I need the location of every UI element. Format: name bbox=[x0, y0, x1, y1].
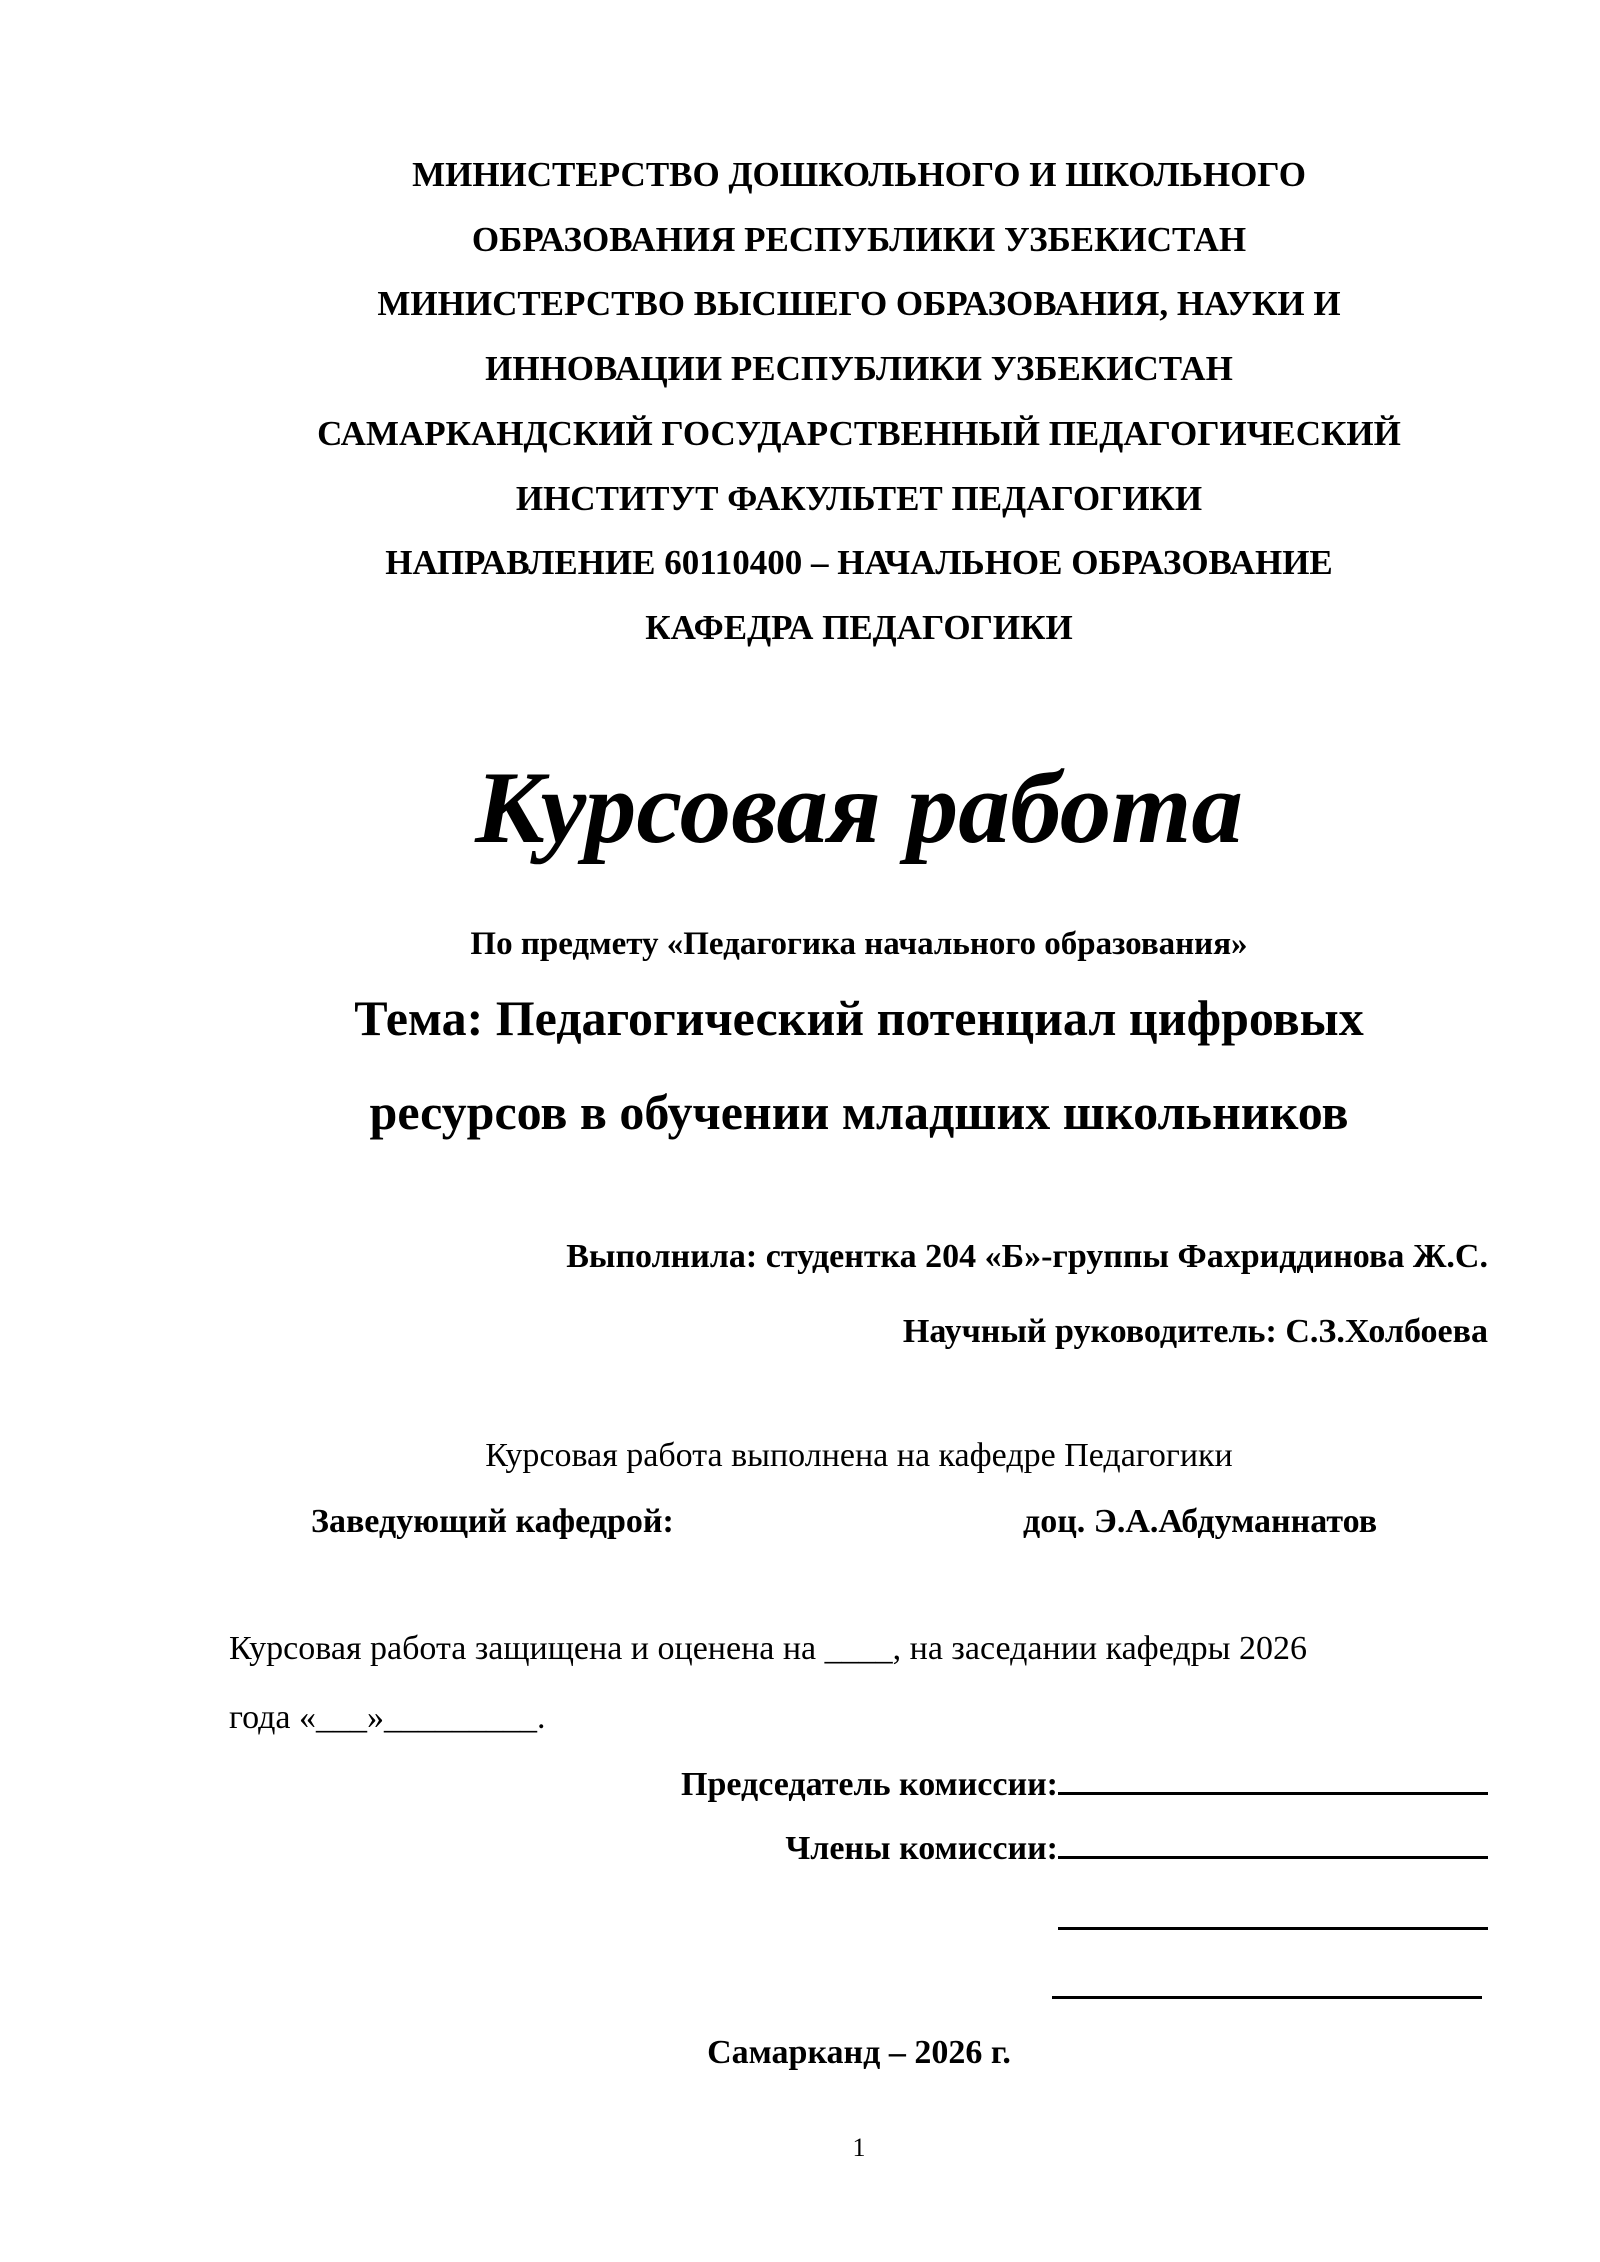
commission-chair bbox=[681, 1760, 1488, 1806]
header-line-8: КАФЕДРА ПЕДАГОГИКИ bbox=[645, 608, 1073, 647]
subject-line: По предмету «Педагогика начального образования» bbox=[470, 926, 1248, 962]
commission-members-label: Члены комиссии: bbox=[785, 1830, 1058, 1867]
head-of-department-name: доц. Э.А.Абдуманнатов bbox=[1023, 1503, 1378, 1540]
author-line: Выполнила: студентка 204 «Б»-группы Фахриддинова Ж.С. bbox=[566, 1238, 1488, 1275]
commission-member-row-3 bbox=[1052, 1964, 1482, 2010]
topic-line-1: Тема: Педагогический потенциал цифровых bbox=[354, 990, 1364, 1046]
header-line-2: ОБРАЗОВАНИЯ РЕСПУБЛИКИ УЗБЕКИСТАН bbox=[471, 220, 1247, 259]
supervisor-line: Научный руководитель: С.З.Холбоева bbox=[902, 1313, 1488, 1350]
header-line-3: МИНИСТЕРСТВО ВЫСШЕГО ОБРАЗОВАНИЯ, НАУКИ И bbox=[377, 284, 1341, 323]
city-year: Самарканд – 2026 г. bbox=[707, 2034, 1011, 2071]
commission-chair-signature-line bbox=[1058, 1760, 1488, 1795]
commission-member-signature-line-3 bbox=[1052, 1964, 1482, 1999]
topic-line-2: ресурсов в обучении младших школьников bbox=[369, 1084, 1349, 1140]
header-line-1: МИНИСТЕРСТВО ДОШКОЛЬНОГО И ШКОЛЬНОГО bbox=[412, 155, 1306, 194]
commission-members bbox=[785, 1824, 1488, 1870]
commission-chair-label: Председатель комиссии: bbox=[681, 1766, 1058, 1803]
commission-member-signature-line-1 bbox=[1058, 1824, 1488, 1859]
header-line-5: САМАРКАНДСКИЙ ГОСУДАРСТВЕННЫЙ ПЕДАГОГИЧЕСКИЙ bbox=[317, 414, 1401, 453]
commission-member-row-2 bbox=[1058, 1895, 1488, 1941]
commission-member-signature-line-2 bbox=[1058, 1895, 1488, 1930]
defense-line-2: года «___»_________. bbox=[229, 1699, 546, 1736]
header-line-6: ИНСТИТУТ ФАКУЛЬТЕТ ПЕДАГОГИКИ bbox=[515, 479, 1203, 518]
defense-line-1: Курсовая работа защищена и оценена на ____, на заседании кафедры 2026 bbox=[229, 1630, 1307, 1667]
head-of-department-label: Заведующий кафедрой: bbox=[311, 1503, 674, 1540]
department-note: Курсовая работа выполнена на кафедре Педагогики bbox=[485, 1437, 1233, 1474]
document-title: Курсовая работа bbox=[475, 751, 1243, 865]
header-line-7: НАПРАВЛЕНИЕ 60110400 – НАЧАЛЬНОЕ ОБРАЗОВАНИЕ bbox=[385, 543, 1333, 582]
page-number: 1 bbox=[852, 2133, 866, 2162]
header-line-4: ИННОВАЦИИ РЕСПУБЛИКИ УЗБЕКИСТАН bbox=[485, 349, 1233, 388]
